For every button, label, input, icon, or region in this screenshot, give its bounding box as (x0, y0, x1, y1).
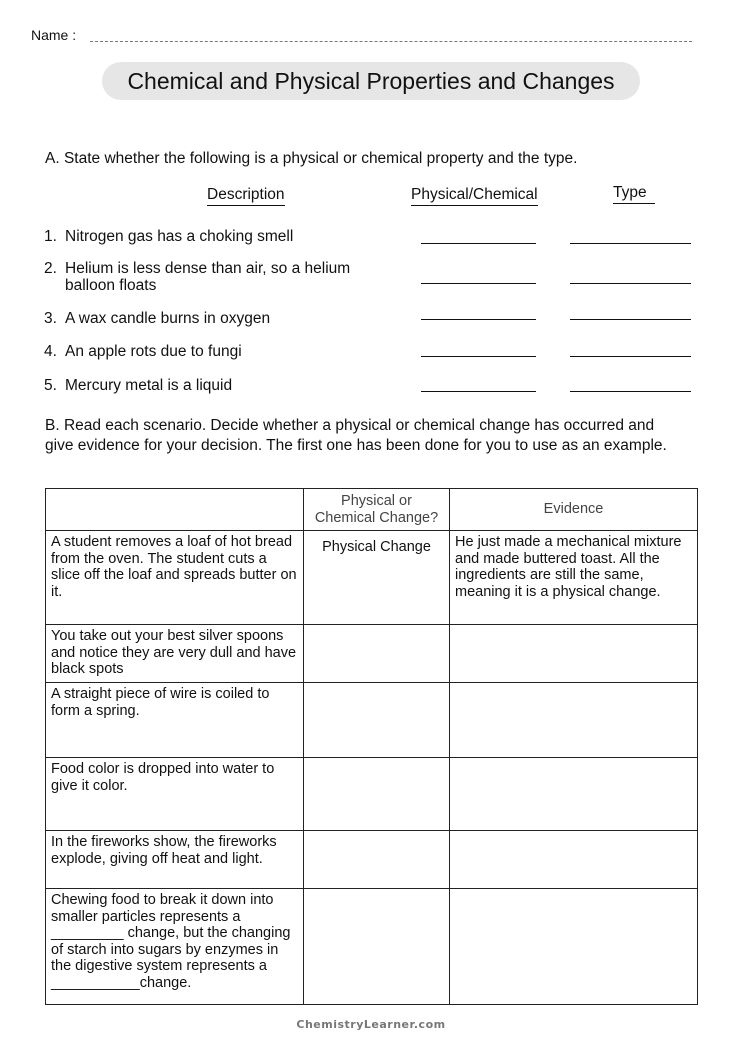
table-row (46, 531, 698, 625)
table-row (46, 889, 698, 1005)
scenario-cell: A student removes a loaf of hot bread from the oven. The student cuts a slice off the loaf and spreads butter on it. (46, 531, 304, 625)
answer-blank-4-type[interactable] (570, 356, 691, 357)
section-a-instruction: A. State whether the following is a physical or chemical property and the type. (45, 150, 578, 167)
change-answer-cell[interactable] (304, 831, 450, 889)
answer-blank-1-phys-chem[interactable] (421, 243, 536, 244)
question-text: An apple rots due to fungi (65, 343, 242, 360)
scenario-cell: Food color is dropped into water to give it color. (46, 758, 304, 831)
change-cell: Physical Change (304, 531, 450, 625)
change-answer-cell[interactable] (304, 683, 450, 758)
scenario-cell: In the fireworks show, the fireworks explode, giving off heat and light. (46, 831, 304, 889)
question-text: Nitrogen gas has a choking smell (65, 228, 294, 245)
evidence-answer-cell[interactable] (450, 889, 698, 1005)
question-4 (44, 343, 385, 361)
answer-blank-5-phys-chem[interactable] (421, 391, 536, 392)
header-scenario (46, 489, 304, 531)
evidence-answer-cell[interactable] (450, 831, 698, 889)
question-3 (44, 310, 385, 328)
header-evidence: Evidence (450, 489, 698, 531)
question-text: A wax candle burns in oxygen (65, 310, 271, 327)
scenario-cell: You take out your best silver spoons and notice they are very dull and have black spots (46, 625, 304, 683)
question-2 (44, 260, 385, 294)
scenario-table (45, 488, 698, 1005)
question-number: 3. (44, 310, 57, 327)
table-header-row (46, 489, 698, 531)
header-change: Physical or Chemical Change? (304, 489, 450, 531)
evidence-answer-cell[interactable] (450, 758, 698, 831)
question-number: 2. (44, 260, 57, 277)
question-text: Mercury metal is a liquid (65, 377, 233, 394)
evidence-answer-cell[interactable] (450, 683, 698, 758)
change-answer-cell[interactable] (304, 889, 450, 1005)
evidence-cell: He just made a mechanical mixture and made buttered toast. All the ingredients are still the same, meaning it is a physical change. (450, 531, 698, 625)
column-header-physical-chemical: Physical/Chemical (411, 186, 538, 206)
scenario-cell: A straight piece of wire is coiled to form a spring. (46, 683, 304, 758)
name-blank-line[interactable] (90, 41, 692, 42)
answer-blank-3-phys-chem[interactable] (421, 319, 536, 320)
answer-blank-2-type[interactable] (570, 283, 691, 284)
answer-blank-4-phys-chem[interactable] (421, 356, 536, 357)
name-label: Name : (31, 27, 77, 43)
answer-blank-3-type[interactable] (570, 319, 691, 320)
answer-blank-1-type[interactable] (570, 243, 691, 244)
table-row (46, 625, 698, 683)
table-row (46, 831, 698, 889)
worksheet-title: Chemical and Physical Properties and Changes (102, 62, 640, 100)
table-row (46, 683, 698, 758)
column-header-description: Description (207, 186, 285, 206)
evidence-answer-cell[interactable] (450, 625, 698, 683)
column-header-type: Type (613, 184, 655, 204)
question-5 (44, 377, 385, 395)
section-b-instruction: B. Read each scenario. Decide whether a physical or chemical change has occurred and give evidence for your decision. The first one has been done for you to use as an example. (45, 417, 667, 454)
scenario-cell: Chewing food to break it down into smaller particles represents a _________ change, but the changing of starch into sugars by enzymes in the digestive system represents a ___________change. (46, 889, 304, 1005)
question-number: 4. (44, 343, 57, 360)
answer-blank-5-type[interactable] (570, 391, 691, 392)
question-text: Helium is less dense than air, so a helium balloon floats (65, 260, 351, 294)
change-answer-cell[interactable] (304, 758, 450, 831)
change-answer-cell[interactable] (304, 625, 450, 683)
question-number: 1. (44, 228, 57, 245)
answer-blank-2-phys-chem[interactable] (421, 283, 536, 284)
question-1 (44, 228, 385, 246)
footer-credit: ChemistryLearner.com (296, 1018, 446, 1031)
question-number: 5. (44, 377, 57, 394)
table-row (46, 758, 698, 831)
